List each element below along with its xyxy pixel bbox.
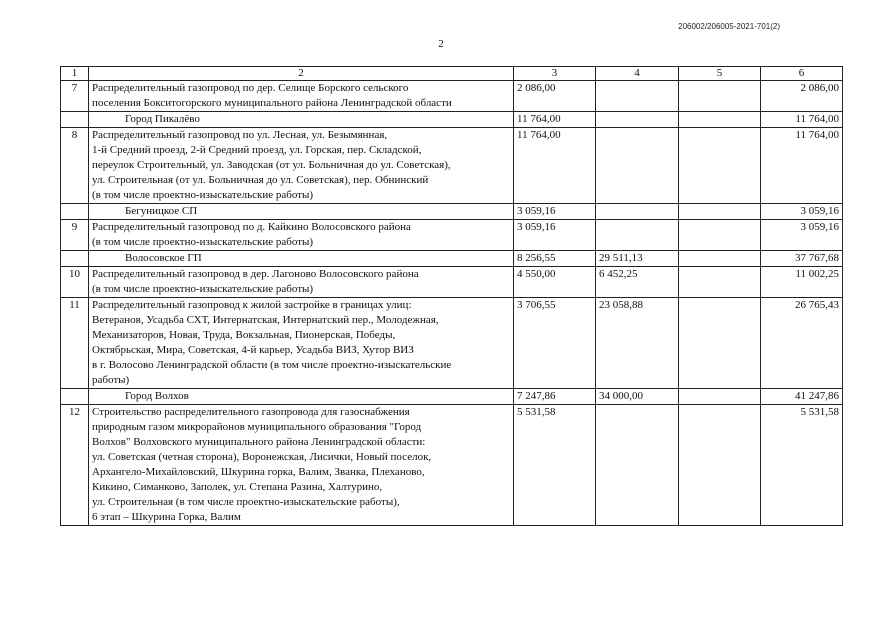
cell-col4: 23 058,88: [596, 298, 679, 389]
cell-col4: [596, 112, 679, 128]
table-row: [61, 405, 843, 526]
table-row: [61, 298, 843, 389]
row-description: [89, 81, 514, 112]
cell-col5: [679, 405, 761, 526]
column-header: 4: [596, 67, 679, 81]
description-line: Распределительный газопровод по д. Кайкино Волосовского района: [92, 221, 411, 233]
cell-col6-total: 11 764,00: [761, 112, 843, 128]
cell-col5: [679, 81, 761, 112]
cell-col5: [679, 251, 761, 267]
group-total-row: [61, 389, 843, 405]
description-line: Бегуницкое СП: [125, 205, 198, 217]
description-line: (в том числе проектно-изыскательские работы): [92, 283, 314, 295]
document-id: 206002/206005-2021-701(2): [678, 22, 780, 31]
cell-col3: 3 059,16: [514, 204, 596, 220]
cell-col4: [596, 405, 679, 526]
works-table: [60, 66, 843, 526]
row-number: [61, 251, 89, 267]
cell-col5: [679, 204, 761, 220]
description-line: Кикино, Симанково, Заполек, ул. Степана Разина, Халтурино,: [92, 481, 383, 493]
description-line: Город Волхов: [125, 390, 189, 402]
cell-col3: 11 764,00: [514, 112, 596, 128]
row-description: [89, 204, 514, 220]
row-description: [89, 298, 514, 389]
page-number: 2: [438, 38, 444, 50]
description-line: поселения Бокситогорского муниципального района Ленинградской области: [92, 97, 452, 109]
table-header-row: [61, 67, 843, 81]
cell-col3: 4 550,00: [514, 267, 596, 298]
cell-col5: [679, 389, 761, 405]
row-description: [89, 251, 514, 267]
cell-col6-total: 26 765,43: [761, 298, 843, 389]
cell-col5: [679, 112, 761, 128]
group-total-row: [61, 112, 843, 128]
cell-col6-total: 5 531,58: [761, 405, 843, 526]
cell-col4: 6 452,25: [596, 267, 679, 298]
description-line: ул. Советская (четная сторона), Воронежская, Лисички, Новый поселок,: [92, 451, 432, 463]
description-line: Распределительный газопровод в дер. Лагоново Волосовского района: [92, 268, 419, 280]
description-line: Октябрьская, Мира, Советская, 4-й карьер, Усадьба ВИЗ, Хутор ВИЗ: [92, 344, 414, 356]
row-number: 8: [61, 128, 89, 204]
row-description: [89, 389, 514, 405]
cell-col4: [596, 81, 679, 112]
description-line: природным газом микрорайонов муниципального образования "Город: [92, 421, 422, 433]
description-line: (в том числе проектно-изыскательские работы): [92, 236, 314, 248]
cell-col4: [596, 220, 679, 251]
group-total-row: [61, 251, 843, 267]
row-description: [89, 267, 514, 298]
description-line: (в том числе проектно-изыскательские работы): [92, 189, 314, 201]
row-description: [89, 128, 514, 204]
row-description: [89, 220, 514, 251]
description-line: ул. Строительная (в том числе проектно-изыскательские работы),: [92, 496, 400, 508]
row-number: 9: [61, 220, 89, 251]
description-line: ул. Строительная (от ул. Больничная до ул. Советская), пер. Обнинский: [92, 174, 429, 186]
table-row: [61, 267, 843, 298]
row-number: 7: [61, 81, 89, 112]
description-line: работы): [92, 374, 130, 386]
cell-col6-total: 2 086,00: [761, 81, 843, 112]
row-number: [61, 389, 89, 405]
cell-col6-total: 11 764,00: [761, 128, 843, 204]
description-line: 1-й Средний проезд, 2-й Средний проезд, ул. Горская, пер. Складской,: [92, 144, 422, 156]
column-header: 5: [679, 67, 761, 81]
row-number: 10: [61, 267, 89, 298]
row-number: 11: [61, 298, 89, 389]
description-line: Механизаторов, Новая, Труда, Вокзальная, Пионерская, Победы,: [92, 329, 396, 341]
column-header: 6: [761, 67, 843, 81]
table-row: [61, 81, 843, 112]
column-header: 3: [514, 67, 596, 81]
cell-col3: 2 086,00: [514, 81, 596, 112]
row-description: [89, 405, 514, 526]
row-number: [61, 112, 89, 128]
row-description: [89, 112, 514, 128]
description-line: Распределительный газопровод к жилой застройке в границах улиц:: [92, 299, 412, 311]
row-number: 12: [61, 405, 89, 526]
description-line: в г. Волосово Ленинградской области (в том числе проектно-изыскательские: [92, 359, 452, 371]
cell-col3: 5 531,58: [514, 405, 596, 526]
description-line: Распределительный газопровод по дер. Селище Борского сельского: [92, 82, 409, 94]
row-number: [61, 204, 89, 220]
cell-col3: 3 706,55: [514, 298, 596, 389]
cell-col4: [596, 204, 679, 220]
cell-col3: 11 764,00: [514, 128, 596, 204]
cell-col5: [679, 267, 761, 298]
description-line: Строительство распределительного газопровода для газоснабжения: [92, 406, 410, 418]
description-line: 6 этап – Шкурина Горка, Валим: [92, 511, 241, 523]
description-line: Распределительный газопровод по ул. Лесная, ул. Безымянная,: [92, 129, 388, 141]
cell-col4: [596, 128, 679, 204]
description-line: переулок Строительный, ул. Заводская (от ул. Больничная до ул. Советская),: [92, 159, 451, 171]
cell-col6-total: 3 059,16: [761, 204, 843, 220]
cell-col4: 34 000,00: [596, 389, 679, 405]
group-total-row: [61, 204, 843, 220]
column-header: 1: [61, 67, 89, 81]
cell-col3: 8 256,55: [514, 251, 596, 267]
cell-col4: 29 511,13: [596, 251, 679, 267]
cell-col3: 7 247,86: [514, 389, 596, 405]
cell-col5: [679, 298, 761, 389]
description-line: Архангело-Михайловский, Шкурина горка, Валим, Званка, Плехановo,: [92, 466, 425, 478]
cell-col6-total: 11 002,25: [761, 267, 843, 298]
cell-col5: [679, 128, 761, 204]
cell-col3: 3 059,16: [514, 220, 596, 251]
table-row: [61, 128, 843, 204]
description-line: Волосовское ГП: [125, 252, 202, 264]
description-line: Город Пикалёво: [125, 113, 200, 125]
cell-col5: [679, 220, 761, 251]
description-line: Ветеранов, Усадьба СХТ, Интернатская, Интернатский пер., Молодежная,: [92, 314, 439, 326]
cell-col6-total: 37 767,68: [761, 251, 843, 267]
cell-col6-total: 3 059,16: [761, 220, 843, 251]
column-header: 2: [89, 67, 514, 81]
table-row: [61, 220, 843, 251]
description-line: Волхов" Волховского муниципального района Ленинградской области:: [92, 436, 426, 448]
cell-col6-total: 41 247,86: [761, 389, 843, 405]
